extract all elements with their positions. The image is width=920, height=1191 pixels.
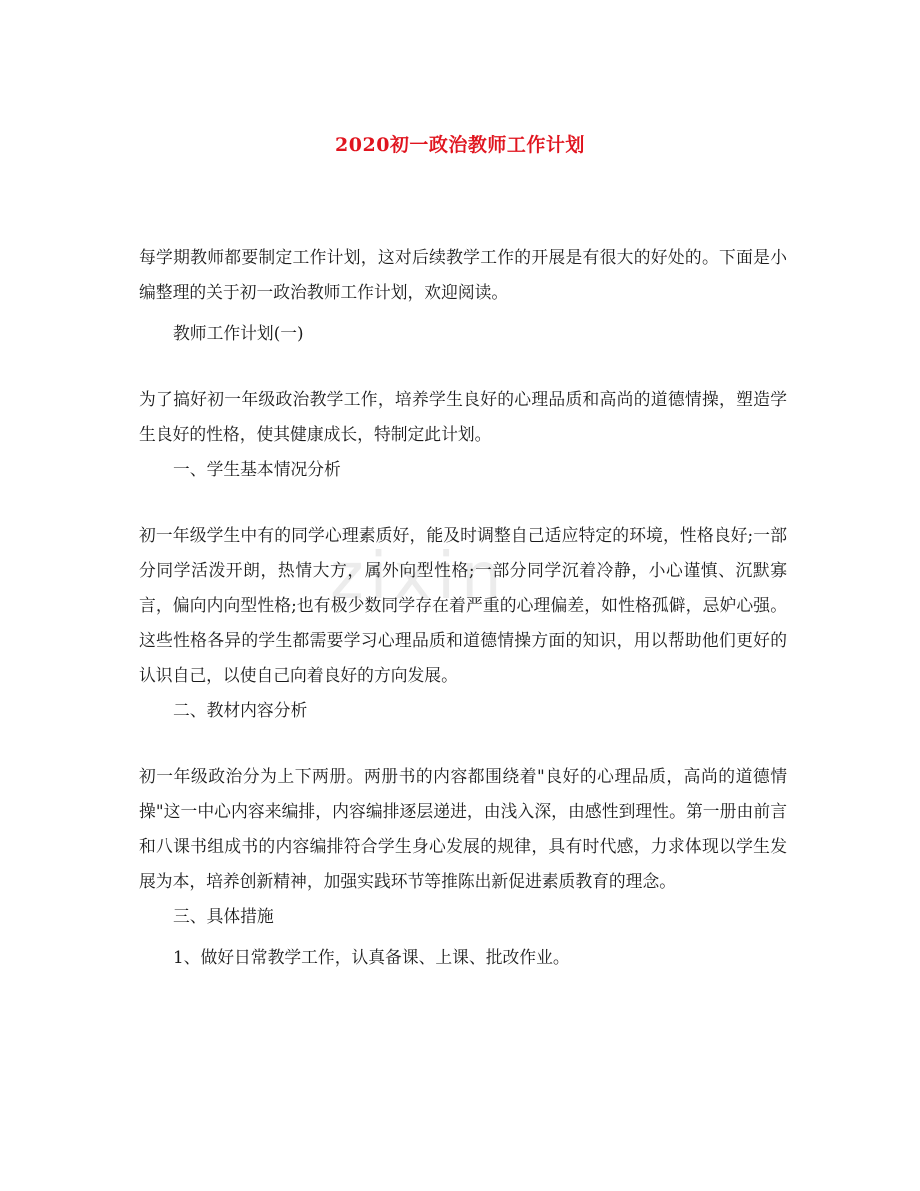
plan-heading: 教师工作计划(一) (173, 323, 304, 343)
paragraph-1: 为了搞好初一年级政治教学工作，培养学生良好的心理品质和高尚的道德情操，塑造学生良好的性格，使其健康成长，特制定此计划。 (139, 389, 787, 444)
paragraph-3: 初一年级政治分为上下两册。两册书的内容都围绕着"良好的心理品质，高尚的道德情操"这一中心内容来编排，内容编排逐层递进，由浅入深，由感性到理性。第一册由前言和八课书组成书的内容编排符合学生身心发展的规律，具有时代感，力求体现以学生发展为本，培养创新精神，加强实践环节等推陈出新促进素质教育的理念。 (139, 766, 787, 891)
section-heading-1: 一、学生基本情况分析 (173, 459, 341, 479)
section-heading-3: 三、具体措施 (173, 906, 274, 926)
list-item-1: 1、做好日常教学工作，认真备课、上课、批改作业。 (173, 947, 570, 967)
document-title: 2020初一政治教师工作计划 (335, 134, 585, 156)
section-heading-2: 二、教材内容分析 (173, 700, 308, 720)
document-body (139, 240, 787, 1006)
paragraph-2: 初一年级学生中有的同学心理素质好，能及时调整自己适应特定的环境，性格良好;一部分同学活泼开朗，热情大方，属外向型性格;一部分同学沉着冷静，小心谨慎、沉默寡言，偏向内向型性格;也有极少数同学存在着严重的心理偏差，如性格孤僻，忌妒心强。这些性格各异的学生都需要学习心理品质和道德情操方面的知识，用以帮助他们更好的认识自己，以使自己向着良好的方向发展。 (139, 525, 787, 685)
watermark: zixin (330, 540, 508, 614)
intro-paragraph: 每学期教师都要制定工作计划，这对后续教学工作的开展是有很大的好处的。下面是小编整理的关于初一政治教师工作计划，欢迎阅读。 (139, 247, 787, 302)
